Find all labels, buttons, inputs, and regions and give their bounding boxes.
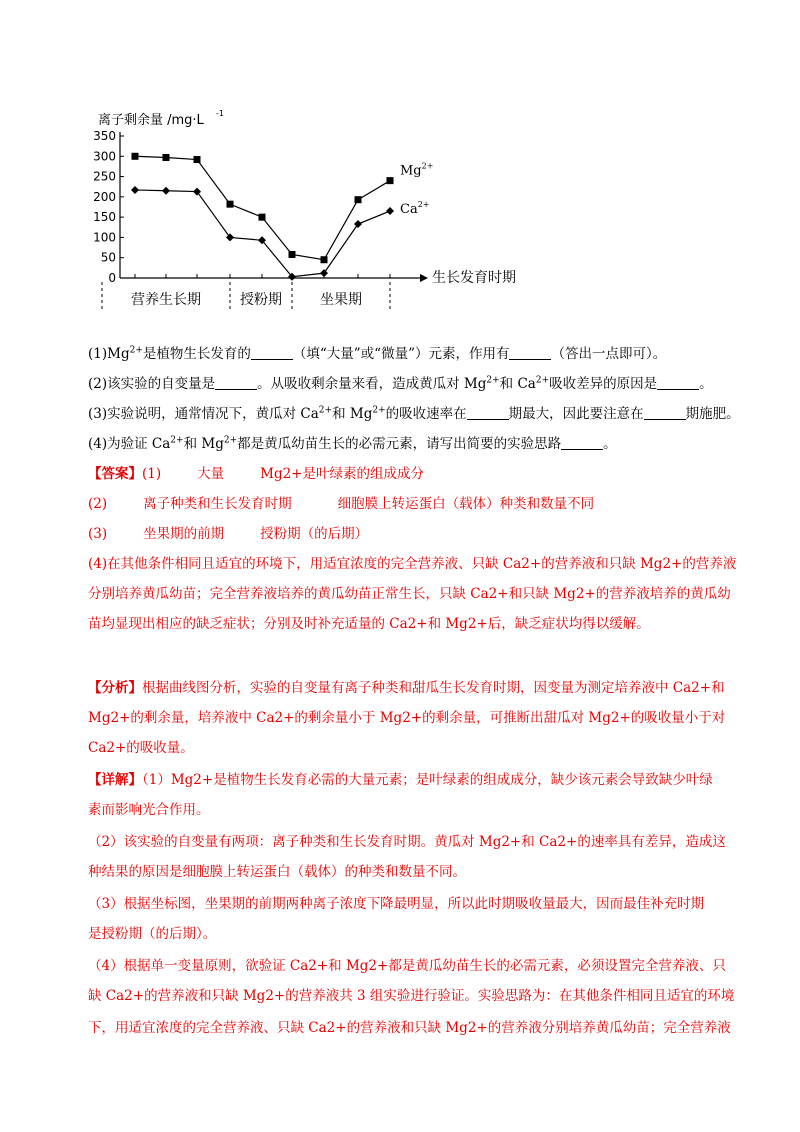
answer-2-value-1: 离子种类和生长发育时期 bbox=[143, 496, 292, 512]
series-group bbox=[131, 153, 433, 281]
y-tick-label: 150 bbox=[93, 210, 116, 225]
series-label-mg: $Mg^{2+}$ bbox=[400, 161, 434, 179]
data-point-mg bbox=[321, 256, 328, 263]
x-axis-label: 生长发育时期 bbox=[432, 270, 516, 286]
period-label: 营养生长期 bbox=[131, 292, 201, 308]
series-line-ca bbox=[135, 190, 390, 277]
analysis-label: 【分析】 bbox=[88, 680, 142, 696]
y-tick-label: 350 bbox=[93, 129, 116, 143]
q2-blank-2[interactable] bbox=[657, 376, 699, 391]
detail-line-5: （3）根据坐标图，坐果期的前期两种离子浓度下降最明显，所以此时期吸收量最大，因而最佳补充时期 bbox=[88, 896, 705, 912]
data-point-ca bbox=[354, 220, 362, 228]
q1-sup: 2+ bbox=[129, 345, 143, 356]
y-tick-label: 0 bbox=[108, 271, 116, 285]
period-label: 授粉期 bbox=[240, 292, 282, 308]
answer-3-num: (3) bbox=[88, 526, 108, 542]
question-1 bbox=[88, 342, 666, 362]
data-point-mg bbox=[355, 196, 362, 203]
q3-blank-2[interactable] bbox=[644, 406, 686, 421]
y-tick-label: 200 bbox=[93, 189, 116, 204]
answer-3 bbox=[88, 522, 368, 542]
series-line-mg bbox=[135, 156, 390, 259]
answer-2 bbox=[88, 492, 594, 512]
y-tick-label: 50 bbox=[100, 250, 116, 265]
data-point-mg bbox=[259, 214, 266, 221]
question-4 bbox=[88, 432, 617, 452]
data-point-ca bbox=[193, 188, 201, 196]
q4-text-a: (4)为验证 Ca bbox=[88, 436, 171, 452]
q3-sup-2: 2+ bbox=[372, 405, 386, 416]
answer-4-line-2: 分别培养黄瓜幼苗；完全营养液培养的黄瓜幼苗正常生长，只缺 Ca2+和只缺 Mg2+的营养液培养的黄瓜幼 bbox=[88, 586, 731, 602]
q1-text-d: （答出一点即可）。 bbox=[551, 346, 667, 362]
y-axis bbox=[93, 129, 124, 285]
period-labels bbox=[102, 282, 390, 312]
x-axis-arrow bbox=[420, 274, 428, 282]
data-point-ca bbox=[320, 269, 328, 277]
q4-blank[interactable] bbox=[561, 436, 603, 451]
q1-blank-1[interactable] bbox=[251, 346, 293, 361]
detail-line-4: 种结果的原因是细胞膜上转运蛋白（载体）的种类和数量不同。 bbox=[88, 864, 466, 880]
y-tick-label: 300 bbox=[93, 149, 116, 164]
data-point-mg bbox=[387, 177, 394, 184]
answer-4-line-1: (4)在其他条件相同且适宜的环境下，用适宜浓度的完全营养液、只缺 Ca2+的营养液和只缺 Mg2+的营养液 bbox=[88, 556, 737, 572]
data-point-mg bbox=[227, 201, 234, 208]
q3-text-b: 和 Mg bbox=[332, 406, 373, 422]
detail-line-1 bbox=[88, 768, 713, 788]
analysis-line-2: Mg2+的剩余量，培养液中 Ca2+的剩余量小于 Mg2+的剩余量，可推断出甜瓜对 Mg2+的吸收量小于对 bbox=[88, 710, 726, 726]
q3-blank-1[interactable] bbox=[467, 406, 509, 421]
answer-3-value-1: 坐果期的前期 bbox=[143, 526, 225, 542]
data-point-ca bbox=[131, 186, 139, 194]
q3-sup-1: 2+ bbox=[318, 405, 333, 416]
detail-text-1: （1）Mg2+是植物生长发育必需的大量元素；是叶绿素的组成成分，缺少该元素会导致缺少叶绿 bbox=[142, 772, 713, 788]
chart-svg bbox=[80, 98, 540, 320]
question-2 bbox=[88, 372, 713, 392]
data-point-mg bbox=[132, 153, 139, 160]
y-tick-label: 100 bbox=[93, 230, 116, 245]
detail-line-8: 缺 Ca2+的营养液和只缺 Mg2+的营养液共 3 组实验进行验证。实验思路为：在其他条件相同且适宜的环境 bbox=[88, 988, 735, 1004]
q2-text-a: (2)该实验的自变量是 bbox=[88, 376, 216, 392]
analysis-line-3: Ca2+的吸收量。 bbox=[88, 740, 194, 756]
q1-text-a: (1)Mg bbox=[88, 346, 130, 362]
answer-2-num: (2) bbox=[88, 496, 108, 512]
q3-text-c: 的吸收速率在 bbox=[385, 406, 467, 422]
series-label-sup: 2+ bbox=[417, 200, 430, 210]
data-point-ca bbox=[226, 233, 234, 241]
answer-label: 【答案】 bbox=[88, 466, 142, 482]
q4-sup-2: 2+ bbox=[223, 435, 238, 446]
answer-3-value-2: 授粉期（的后期） bbox=[260, 526, 369, 542]
x-axis bbox=[120, 274, 428, 282]
analysis-text-1: 根据曲线图分析，实验的自变量有离子种类和甜瓜生长发育时期，因变量为测定培养液中 Ca2+和 bbox=[142, 680, 725, 696]
data-point-mg bbox=[163, 154, 170, 161]
ion-chart bbox=[80, 98, 540, 320]
q4-text-d: 。 bbox=[603, 436, 617, 452]
q2-text-d: 吸收差异的原因是 bbox=[549, 376, 658, 392]
data-point-ca bbox=[386, 207, 394, 215]
q3-text-d: 期最大，因此要注意在 bbox=[508, 406, 644, 422]
q1-text-b: 是植物生长发育的 bbox=[142, 346, 251, 362]
series-label-sup: 2+ bbox=[421, 161, 434, 171]
detail-line-9: 下，用适宜浓度的完全营养液、只缺 Ca2+的营养液和只缺 Mg2+的营养液分别培养黄瓜幼苗；完全营养液 bbox=[88, 1020, 731, 1036]
detail-line-6: 是授粉期（的后期）。 bbox=[88, 926, 217, 942]
data-point-ca bbox=[162, 187, 170, 195]
q1-text-c: （填“大量”或“微量”）元素，作用有 bbox=[292, 346, 510, 362]
q4-sup-1: 2+ bbox=[170, 435, 184, 446]
q4-text-c: 都是黄瓜幼苗生长的必需元素，请写出简要的实验思路 bbox=[237, 436, 562, 452]
q3-text-a: (3)实验说明，通常情况下，黄瓜对 Ca bbox=[88, 406, 319, 422]
q2-sup-1: 2+ bbox=[486, 375, 500, 386]
q3-text-e: 期施肥。 bbox=[685, 406, 740, 422]
series-label-ca: $Ca^{2+}$ bbox=[400, 200, 430, 218]
y-tick-label: 250 bbox=[93, 169, 116, 184]
q1-blank-2[interactable] bbox=[509, 346, 551, 361]
question-3 bbox=[88, 402, 740, 422]
y-axis-label-sup: -1 bbox=[216, 109, 224, 118]
detail-label: 【详解】 bbox=[88, 772, 142, 788]
y-axis-label: 离子剩余量 /mg·L bbox=[98, 113, 204, 128]
q2-sup-2: 2+ bbox=[535, 375, 550, 386]
answer-1-value-2: Mg2+是叶绿素的组成成分 bbox=[260, 466, 424, 482]
answer-4-line-3: 苗均显现出相应的缺乏症状；分别及时补充适量的 Ca2+和 Mg2+后，缺乏症状均得以缓解。 bbox=[88, 616, 650, 632]
data-point-mg bbox=[194, 156, 201, 163]
period-label: 坐果期 bbox=[320, 292, 362, 308]
detail-line-3: （2）该实验的自变量有两项：离子种类和生长发育时期。黄瓜对 Mg2+和 Ca2+的速率具有差异，造成这 bbox=[88, 834, 726, 850]
detail-line-2: 素而影响光合作用。 bbox=[88, 802, 210, 818]
answer-1 bbox=[88, 462, 424, 482]
q2-blank-1[interactable] bbox=[215, 376, 257, 391]
detail-line-7: （4）根据单一变量原则，欲验证 Ca2+和 Mg2+都是黄瓜幼苗生长的必需元素，必须设置完全营养液、只 bbox=[88, 958, 726, 974]
answer-2-value-2: 细胞膜上转运蛋白（载体）种类和数量不同 bbox=[337, 496, 595, 512]
q2-text-b: 。从吸收剩余量来看，造成黄瓜对 Mg bbox=[257, 376, 487, 392]
answer-1-num: (1) bbox=[142, 466, 162, 482]
q2-text-e: 。 bbox=[699, 376, 713, 392]
q4-text-b: 和 Mg bbox=[183, 436, 224, 452]
analysis-line-1 bbox=[88, 676, 725, 696]
q2-text-c: 和 Ca bbox=[499, 376, 536, 392]
answer-1-value-1: 大量 bbox=[197, 466, 225, 482]
data-point-mg bbox=[289, 251, 296, 258]
